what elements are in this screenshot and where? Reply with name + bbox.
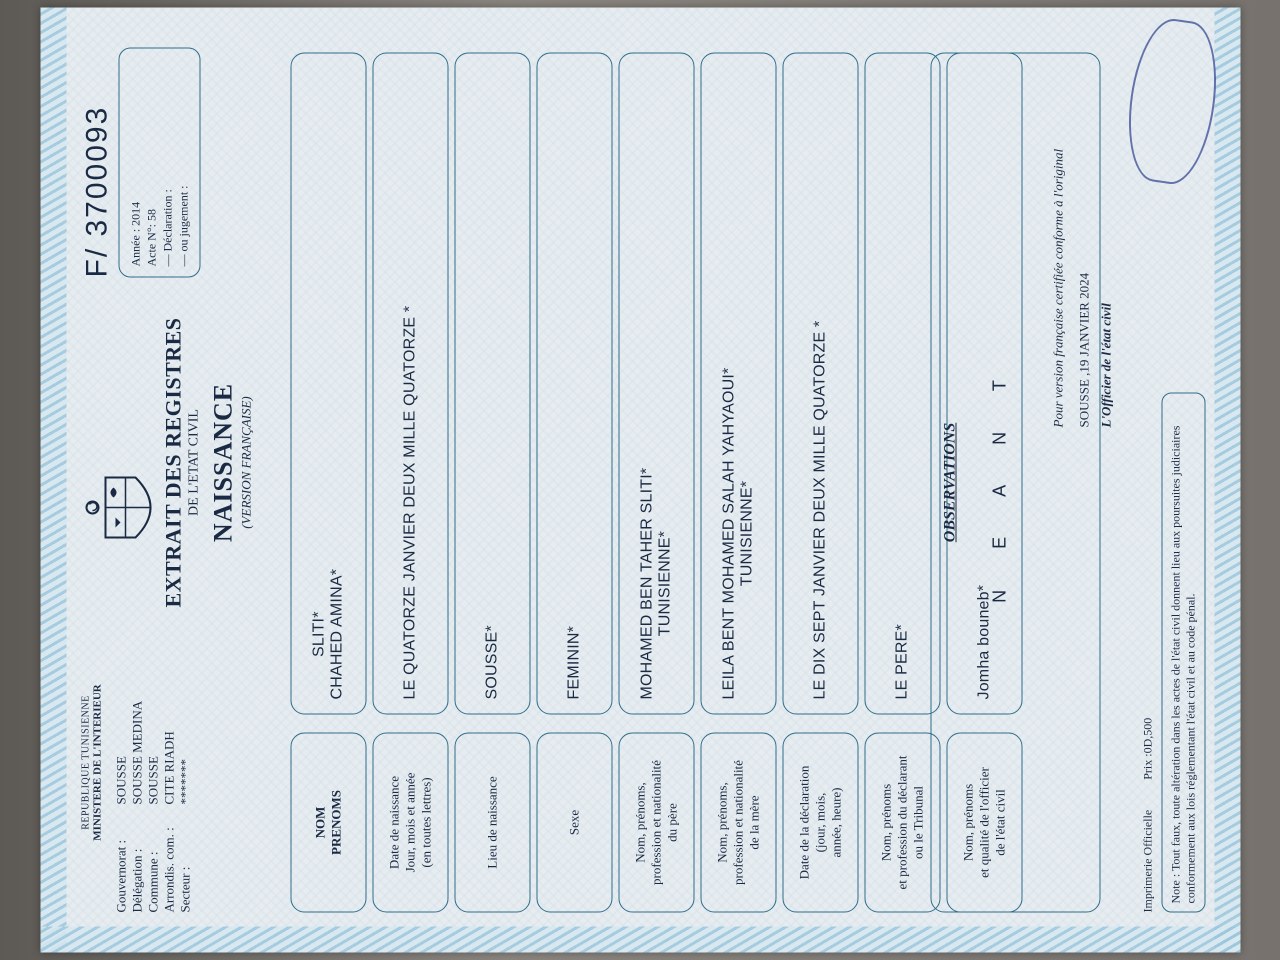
document-sheet <box>40 8 1240 953</box>
judgement-label: — ou jugement : <box>176 185 190 267</box>
security-border-top <box>40 8 66 953</box>
coat-of-arms-icon <box>80 463 170 553</box>
declaration-label: — Déclaration : <box>160 189 174 267</box>
label-name: NOM PRENOMS <box>290 733 366 913</box>
act-number: Acte N°: 58 <box>144 209 158 267</box>
row-name <box>290 53 366 913</box>
label-sex: Sexe <box>536 733 612 913</box>
value-declarant: LE PERE* <box>864 53 940 715</box>
price-label: Prix :0D,500 <box>1140 717 1154 780</box>
title-line4: (VERSION FRANÇAISE) <box>238 396 253 529</box>
republic-label: REPUBLIQUE TUNISIENNE <box>80 695 91 830</box>
value-mother: LEILA BENT MOHAMED SALAH YAHYAOUI* TUNISIENNE* <box>700 53 776 715</box>
legal-footer <box>1140 393 1205 913</box>
admin-row: Gouvernorat : SOUSSE <box>113 756 128 913</box>
ministry-label: MINISTERE DE L'INTERIEUR <box>91 684 103 841</box>
admin-row: Arrondis. com. : CITE RIADH <box>161 731 176 913</box>
official-stamp-icon <box>1119 14 1225 188</box>
certification-text: Pour version française certifiée conforme à l'original <box>1050 148 1065 428</box>
security-border-bottom <box>1214 8 1240 953</box>
certification-block <box>1050 48 1114 428</box>
label-father: Nom, prénoms, profession et nationalité du père <box>618 733 694 913</box>
admin-row: Secteur : ******* <box>177 759 192 913</box>
value-name: SLITI* CHAHED AMINA* <box>290 53 366 715</box>
admin-fields <box>113 613 193 913</box>
label-declaration-date: Date de la déclaration (jour, mois, année, heure) <box>782 733 858 913</box>
title-line2: DE L'ETAT CIVIL <box>186 409 201 516</box>
admin-row: Commune : SOUSSE <box>145 756 160 913</box>
label-officer: Nom, prénoms et qualité de l'officier de l'état civil <box>946 733 1022 913</box>
row-declarant <box>864 53 940 913</box>
row-mother <box>700 53 776 913</box>
act-info <box>118 48 200 278</box>
value-birth-date: LE QUATORZE JANVIER DEUX MILLE QUATORZE * <box>372 53 448 715</box>
value-father: MOHAMED BEN TAHER SLITI* TUNISIENNE* <box>618 53 694 715</box>
label-mother: Nom, prénoms, profession et nationalité de la mère <box>700 733 776 913</box>
year: Année : 2014 <box>128 201 142 267</box>
issuer-header <box>80 613 193 913</box>
rotated-document <box>40 8 1240 953</box>
registry-rows <box>290 53 1028 913</box>
admin-row: Délégation : SOUSSE MEDINA <box>129 700 144 913</box>
security-border-left <box>40 927 1240 953</box>
value-sex: FEMININ* <box>536 53 612 715</box>
officer-title: L'Officier de l'état civil <box>1098 303 1113 428</box>
place-date: SOUSSE ,19 JANVIER 2024 <box>1076 272 1091 428</box>
printer-price <box>1140 393 1155 913</box>
legal-note: Note : Tout faux, toute altération dans les actes de l'état civil donnent lieu aux poursuites judiciaires conformement aux lois réglementant l'état civil et au code pénal. <box>1161 393 1205 913</box>
label-birth-date: Date de naissance Jour, mois et année (en toutes lettres) <box>372 733 448 913</box>
label-birth-place: Lieu de naissance <box>454 733 530 913</box>
label-declarant: Nom, prénoms et profession du déclarant ou le Tribunal <box>864 733 940 913</box>
reference-block <box>80 48 200 278</box>
row-declaration-date <box>782 53 858 913</box>
document-title <box>160 273 254 653</box>
printer-label: Imprimerie Officielle <box>1140 809 1154 913</box>
value-declaration-date: LE DIX SEPT JANVIER DEUX MILLE QUATORZE * <box>782 53 858 715</box>
row-sex <box>536 53 612 913</box>
observations-heading: OBSERVATIONS <box>941 422 958 543</box>
value-officer: Jomha bouneb* <box>946 53 1022 715</box>
row-father <box>618 53 694 913</box>
title-line1: EXTRAIT DES REGISTRES <box>160 317 185 608</box>
observations-content: N E A N T <box>989 362 1009 603</box>
title-line3: NAISSANCE <box>208 382 237 543</box>
row-birth-place <box>454 53 530 913</box>
row-birth-date <box>372 53 448 913</box>
value-birth-place: SOUSSE* <box>454 53 530 715</box>
serial-number: F/ 3700093 <box>80 105 113 278</box>
